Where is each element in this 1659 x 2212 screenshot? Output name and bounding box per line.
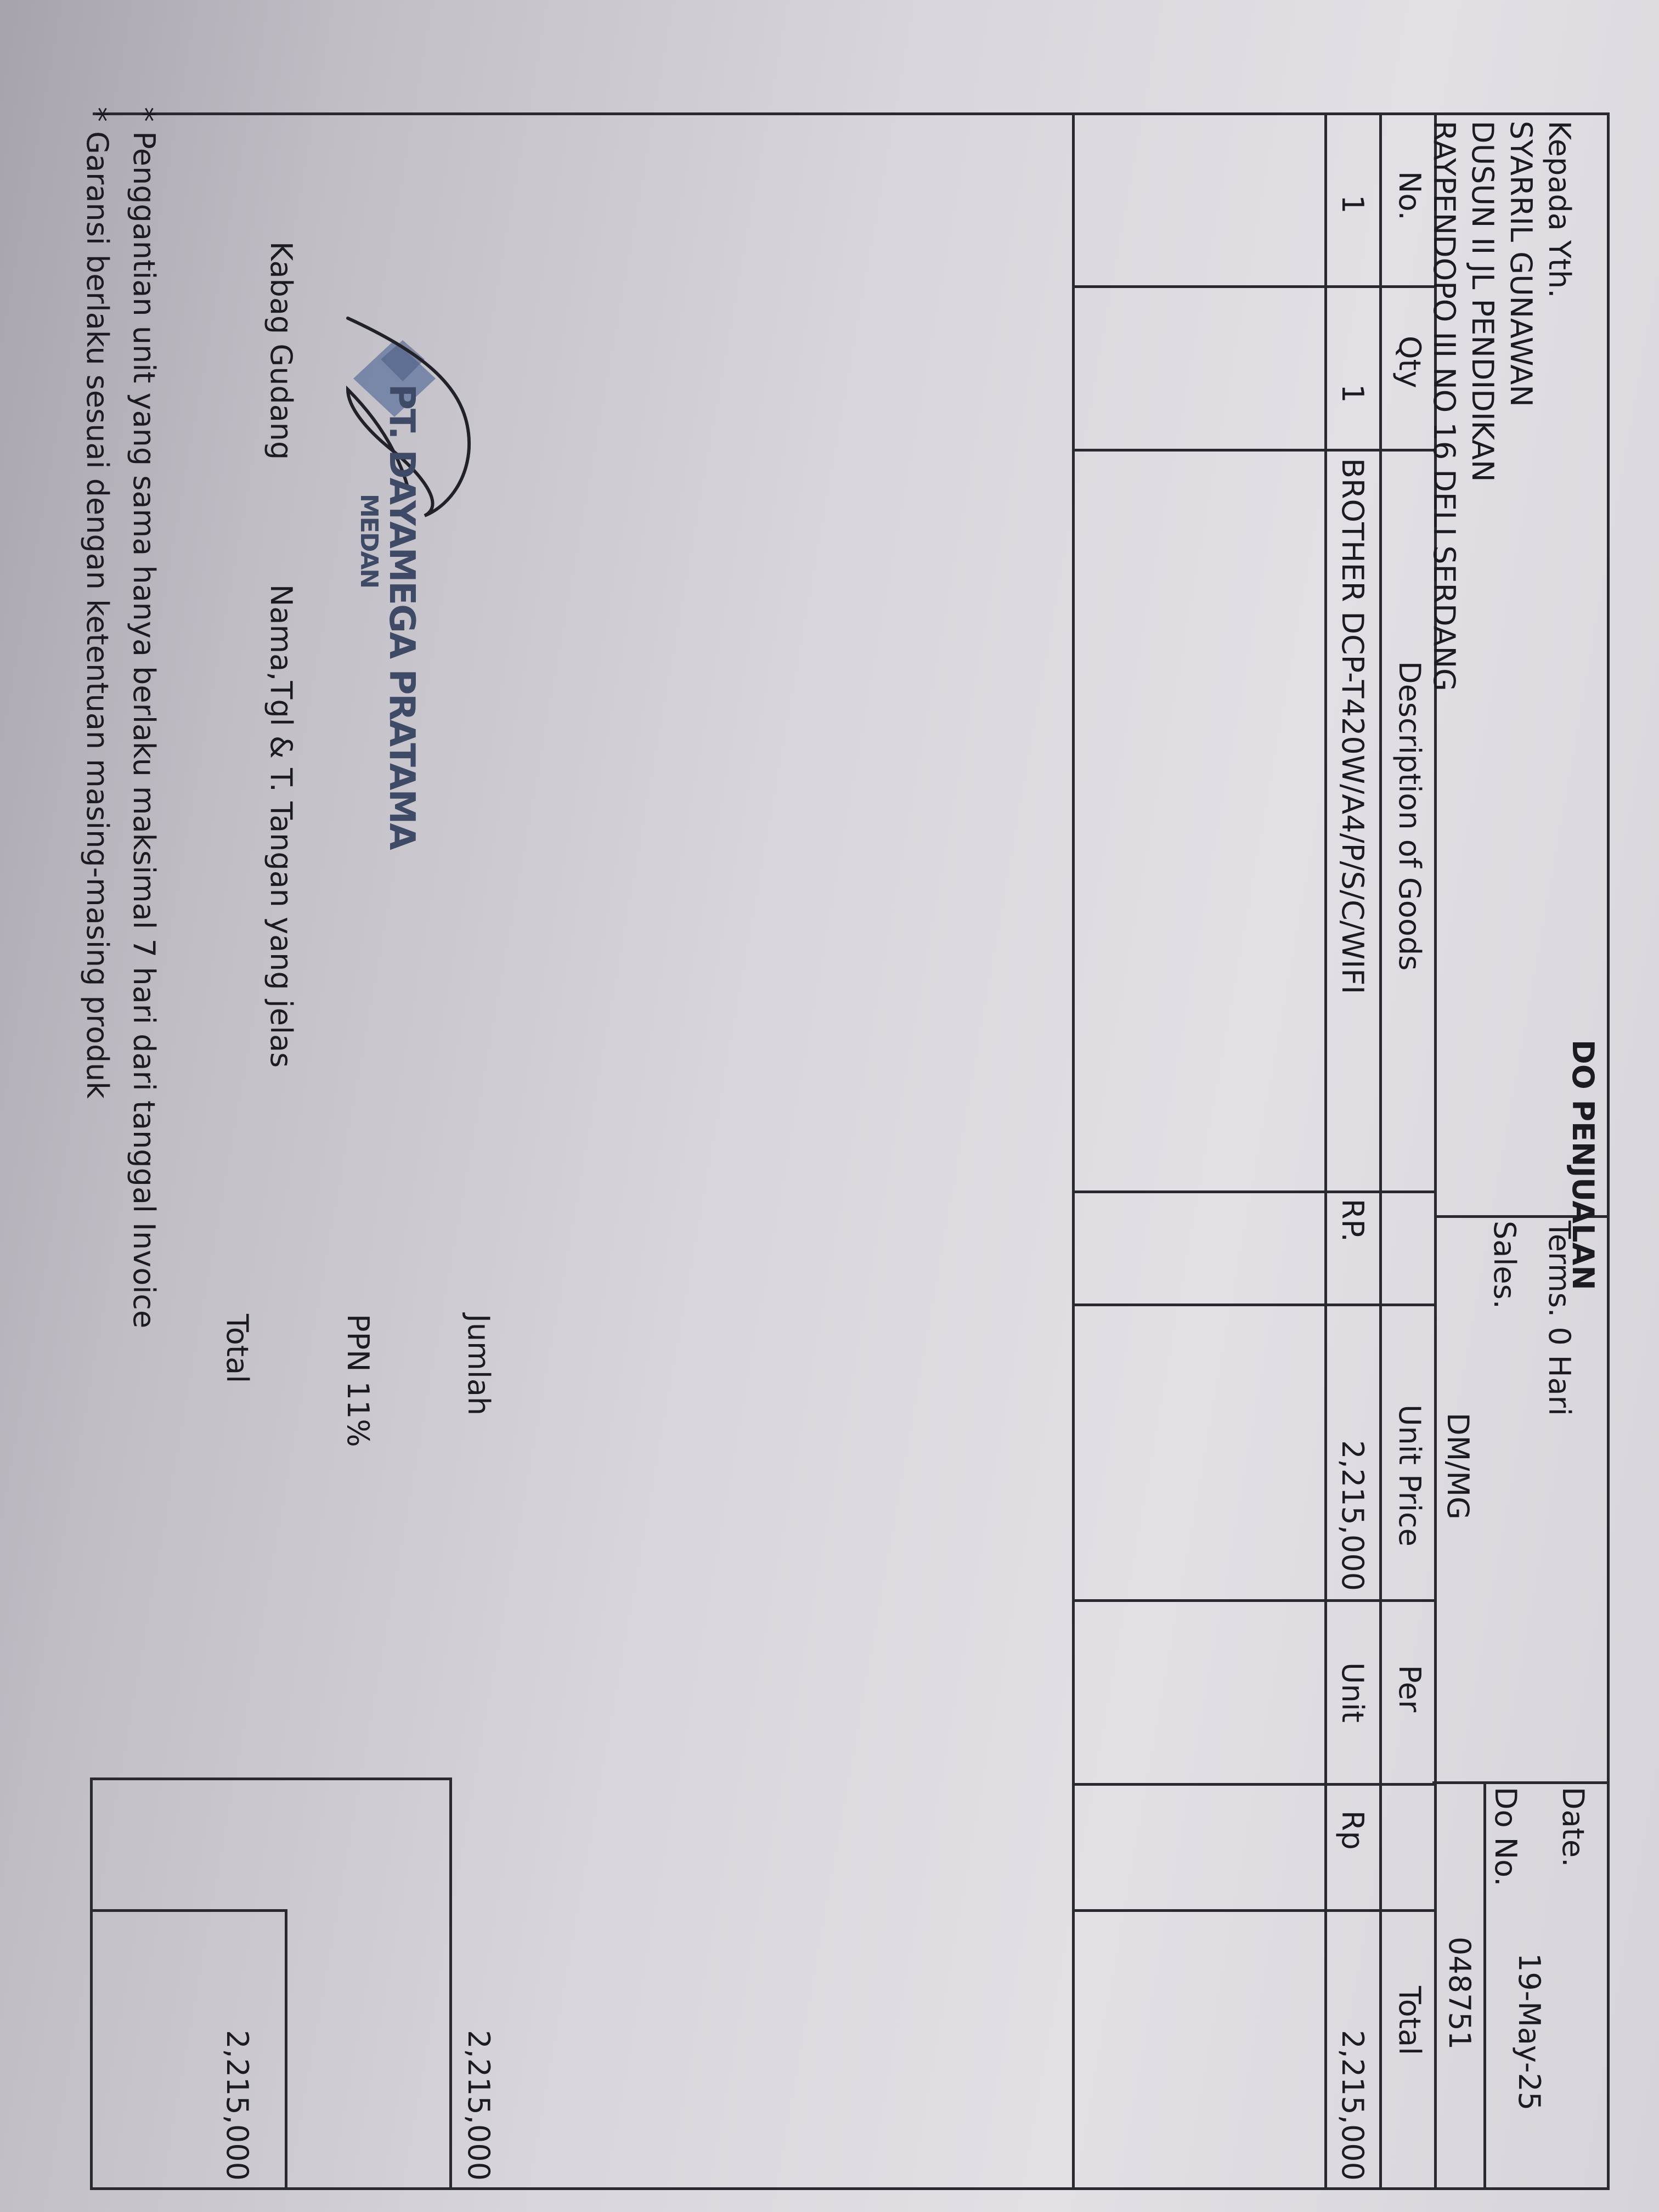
- header-description: Description of Goods: [1392, 661, 1427, 971]
- frame-left: [93, 112, 1610, 115]
- note-replacement: * Penggantian unit yang sama hanya berlaku maksimal 7 hari dari tanggal Invoice: [127, 107, 161, 1329]
- row-qty: 1: [1335, 384, 1370, 403]
- customer-address-2: RAYPENDOPO III NO 16 DELI SERDANG: [1427, 121, 1462, 691]
- row-total: 2,215,000: [1335, 2030, 1370, 2181]
- table-header-bottom: [1379, 112, 1382, 2190]
- header-no: No.: [1392, 171, 1427, 221]
- document-title: DO PENJUALAN: [1566, 1040, 1600, 1290]
- table-item-bottom: [1324, 112, 1327, 2190]
- header-total: Total: [1392, 1986, 1427, 2056]
- row-per: Unit: [1335, 1662, 1370, 1723]
- receiver-signature-label: Nama,Tgl & T. Tangan yang jelas: [264, 584, 298, 1068]
- row-currency-total: Rp: [1335, 1810, 1370, 1850]
- note-warranty: * Garansi berlaku sesuai dengan ketentuan masing-masing produk: [80, 107, 115, 1099]
- col-line-5: [1075, 1599, 1437, 1602]
- col-line-2: [1075, 449, 1437, 452]
- do-number-label: Do No.: [1488, 1787, 1523, 1887]
- summary-divider: [90, 1909, 287, 1912]
- date-label: Date.: [1556, 1787, 1590, 1867]
- stamp-company-name: PT. DAYAMEGA PRATAMA: [381, 384, 422, 849]
- customer-address-1: DUSUN II JL PENDIDIKAN: [1465, 121, 1500, 482]
- frame-right: [93, 2187, 1610, 2190]
- summary-top: [449, 1778, 452, 2190]
- header-divider-2: [1432, 1781, 1610, 1784]
- col-line-unitprice-top: [1434, 1304, 1437, 1783]
- frame-top: [1607, 112, 1610, 2190]
- col-line-1: [1075, 285, 1437, 288]
- row-currency-unit: RP.: [1335, 1199, 1370, 1242]
- row-no: 1: [1335, 195, 1370, 214]
- sales-code: DM/MG: [1441, 1413, 1475, 1520]
- customer-name: SYARRIL GUNAWAN: [1504, 121, 1538, 407]
- col-line-3: [1075, 1190, 1437, 1193]
- summary-left: [90, 1778, 452, 1780]
- warehouse-head-label: Kabag Gudang: [264, 241, 298, 460]
- table-body-bottom: [1072, 112, 1075, 2190]
- jumlah-value: 2,215,000: [461, 2030, 496, 2181]
- stamp-city: MEDAN: [355, 494, 383, 588]
- header-unit-price: Unit Price: [1392, 1404, 1427, 1547]
- summary-mid: [285, 1909, 287, 2190]
- jumlah-label: Jumlah: [461, 1314, 496, 1416]
- header-qty: Qty: [1392, 336, 1427, 388]
- summary-bottom: [90, 1778, 93, 2190]
- row-description: BROTHER DCP-T420W/A4/P/S/C/WIFI: [1335, 458, 1370, 995]
- col-line-6: [1075, 1783, 1437, 1786]
- terms-text: Terms. 0 Hari: [1542, 1221, 1577, 1416]
- col-line-7: [1075, 1909, 1437, 1912]
- header-bottom: [1483, 1781, 1486, 2187]
- header-per: Per: [1392, 1665, 1427, 1713]
- total-label: Total: [220, 1314, 255, 1384]
- col-line-4: [1075, 1304, 1437, 1306]
- total-value: 2,215,000: [220, 2030, 255, 2181]
- do-number-value: 048751: [1442, 1937, 1477, 2050]
- sales-label: Sales.: [1487, 1221, 1522, 1309]
- ppn-label: PPN 11%: [341, 1314, 375, 1447]
- row-unit-price: 2,215,000: [1335, 1440, 1370, 1591]
- date-value: 19-May-25: [1512, 1953, 1547, 2111]
- recipient-label: Kepada Yth.: [1542, 121, 1577, 298]
